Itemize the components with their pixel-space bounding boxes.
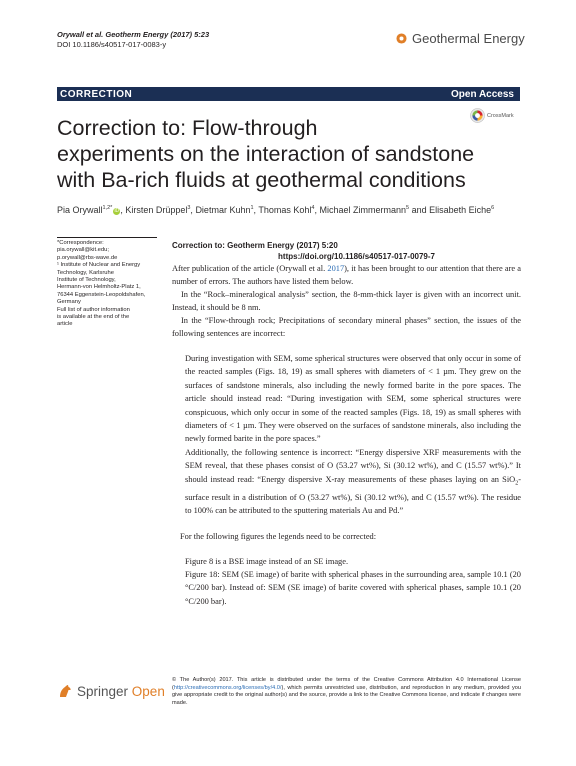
brand-open: Open [131, 683, 165, 699]
section-label: CORRECTION [60, 88, 133, 100]
author-separator: , [190, 205, 196, 215]
article-title [57, 115, 477, 193]
crossmark-label: CrossMark [487, 112, 514, 119]
title-line-1: Correction to: Flow-through [57, 116, 318, 140]
author-name[interactable]: Michael Zimmermann [319, 205, 407, 215]
body-paragraph: In the “Rock–mineralogical analysis” section, the 8-mm-thick layer is given with an incorrect unit. Instead, it should be 8 nm. [172, 290, 521, 312]
title-line-3: with Ba-rich fluids at geothermal conditions [57, 168, 466, 192]
author-separator: , [314, 205, 320, 215]
journal-name: Geothermal Energy [412, 31, 525, 46]
correction-heading: Correction to: Geotherm Energy (2017) 5:20 [172, 241, 338, 250]
sidebar-line: Full list of author information [57, 306, 130, 313]
sidebar-line: 76344 Eggenstein-Leopoldshafen, [57, 291, 146, 298]
sidebar-line: is available at the end of the [57, 314, 130, 321]
quote-paragraph: Additionally, the following sentence is incorrect: “Energy dispersive XRF measurements with the SEM reveal, that these phases consist of O (53.27 wt%), Si (30.12 wt%), and C (15.57 wt%).” It should instead read: “Energy dispersive X-ray measurements of these phases laying on an SiO$_2$-surface result in a distribution of O (53.27 wt%), Si (30.12 wt%), and C (15.57 wt%). The residue to 100% can be attributed to the sputtering materials Au and Pd.” [185, 447, 521, 516]
author-name[interactable]: Dietmar Kuhn [195, 205, 251, 215]
legend-paragraph: Figure 18: SEM (SE image) of barite with spherical phases in the surrounding area, sample 10.1 (20 °C/200 bar). Instead of: SEM (SE image) of barite covered with spherical phases, sample 10.1 (20 °C/200 bar). [185, 569, 521, 606]
author-list [57, 205, 494, 215]
figure-legend-block [185, 555, 521, 609]
author-name[interactable]: Elisabeth Eiche [429, 205, 492, 215]
sidebar-email[interactable]: pia.orywall@kit.edu; [57, 247, 109, 254]
springer-open-brand[interactable] [57, 683, 165, 699]
sidebar-line: ¹ Institute of Nuclear and Energy [57, 262, 141, 269]
sidebar-line: Technology, Karlsruhe [57, 269, 114, 276]
license-notice: © The Author(s) 2017. This article is distributed under the terms of the Creative Commons Attribution 4.0 International License (http://creativecommons.org/licenses/by/4.0/), which permits unrestricted use, distribution, and reproduction in any medium, provided you give appropriate credit to the original author(s) and the source, provide a link to the Creative Commons license, and indicate if changes were made. [172, 677, 521, 706]
open-access-label: Open Access [451, 88, 514, 100]
sidebar-line: *Correspondence: [57, 240, 104, 246]
sidebar-line: Institute of Technology, [57, 277, 116, 284]
doi-line: DOI 10.1186/s40517-017-0083-y [57, 40, 167, 49]
sidebar-line: Germany [57, 299, 81, 306]
legend-paragraph: Figure 8 is a BSE image instead of an SE image. [185, 556, 349, 566]
author-separator: , [253, 205, 259, 215]
title-line-2: experiments on the interaction of sandstone [57, 142, 475, 166]
author-affiliation: 1 [250, 205, 254, 211]
journal-brand[interactable] [396, 31, 525, 46]
correspondence-sidebar [57, 240, 165, 329]
reference-link[interactable]: 2017 [327, 264, 345, 273]
author-name[interactable]: Kirsten Drüppel [125, 205, 188, 215]
correction-quote-block [185, 352, 521, 518]
sidebar-line: article [57, 321, 73, 328]
correction-doi-link[interactable]: https://doi.org/10.1186/s40517-017-0079-7 [278, 252, 435, 261]
author-affiliation: 6 [491, 205, 495, 211]
author-name[interactable]: Thomas Kohl [258, 205, 312, 215]
geothermal-energy-logo-icon [396, 33, 407, 44]
springer-horse-logo-icon [57, 683, 73, 699]
sidebar-email[interactable]: p.orywall@rbs-wave.de [57, 254, 118, 261]
author-separator: , [120, 205, 126, 215]
sidebar-line: Hermann-von Helmholtz-Platz 1, [57, 284, 141, 291]
author-name[interactable]: Pia Orywall [57, 205, 103, 215]
sidebar-divider [57, 237, 157, 238]
author-separator: and [409, 205, 430, 215]
article-type-banner [57, 87, 520, 101]
author-affiliation: 1,2* [102, 205, 113, 211]
license-link[interactable]: http://creativecommons.org/licenses/by/4.0/ [173, 684, 282, 691]
author-affiliation: 4 [311, 205, 315, 211]
citation-line: Orywall et al. Geotherm Energy (2017) 5:23 [57, 30, 210, 39]
article-body [172, 240, 521, 608]
author-affiliation: 3 [187, 205, 191, 211]
author-affiliation: 5 [406, 205, 410, 211]
quote-paragraph: During investigation with SEM, some spherical structures were observed that only occur in some of the reacted samples (Figs. 18, 19) as small spheres with diameters of < 1 µm. They grew on the surfaces of sandstone minerals, also including the newly formed barite in the pore spaces. The article should instead read: “During investigation with SEM, some spherical structures were conspicuous, which only occur in some of the reacted samples (Figs. 18, 19) as small spheres with diameters of < 1 µm. They were observed on the surfaces of sandstone minerals, also including the newly formed barite in the pore spaces.” [185, 354, 521, 444]
body-paragraph: In the “Flow-through rock; Precipitations of secondary mineral phases” section, the issues of the following sentences are incorrect: [172, 316, 521, 338]
brand-springer: Springer [77, 683, 129, 699]
body-paragraph: For the following figures the legends need to be corrected: [180, 531, 377, 541]
body-paragraph: After publication of the article (Orywall et al. 2017), it has been brought to our attention that there are a number of errors. The authors have listed them below. [172, 264, 521, 286]
orcid-icon[interactable]: iD [114, 208, 120, 214]
